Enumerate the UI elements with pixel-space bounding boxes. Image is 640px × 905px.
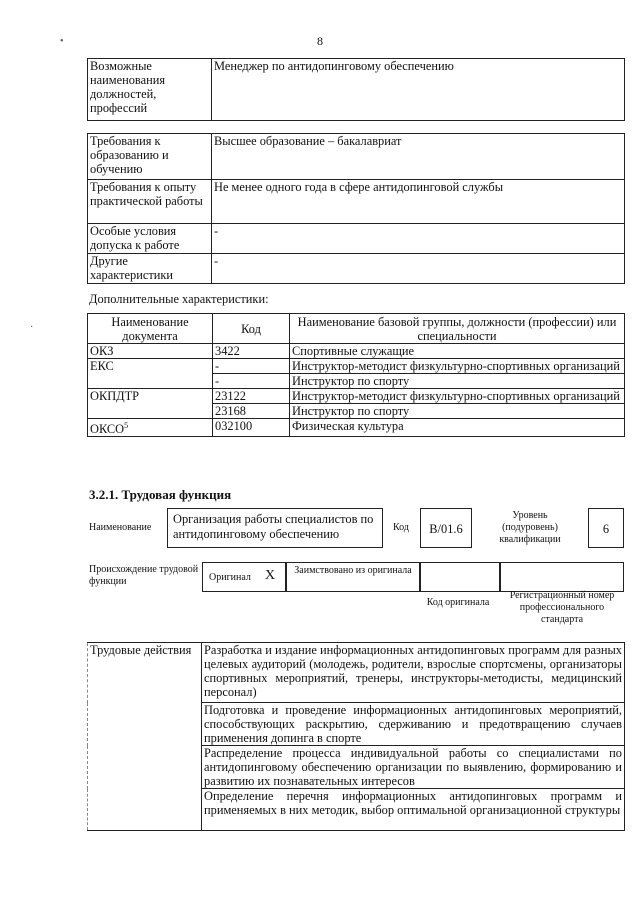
header-name: Наименование базовой группы, должности (профессии) или специальности <box>290 314 625 344</box>
education-label: Требования к образованию и обучению <box>88 134 212 180</box>
action-item: Подготовка и проведение информационных антидопинговых мероприятий, способствующих раскрытию, сдерживанию и предотвращению случаев применения допинга в спорте <box>202 703 625 746</box>
education-value: Высшее образование – бакалавриат <box>212 134 625 180</box>
job-titles-label: Возможные наименования должностей, профессий <box>88 59 212 121</box>
experience-label: Требования к опыту практической работы <box>88 180 212 224</box>
table-row: - Инструктор по спорту <box>88 374 625 389</box>
table-row: ОКЗ 3422 Спортивные служащие <box>88 344 625 359</box>
header-doc: Наименование документа <box>88 314 213 344</box>
function-name: Организация работы специалистов по антидопинговому обеспечению <box>167 508 383 548</box>
name-label: Наименование <box>89 522 152 533</box>
orig-code-box <box>420 562 500 592</box>
requirements-table <box>87 133 625 284</box>
reg-number-label: Регистрационный номер профессионального стандарта <box>509 590 615 625</box>
actions-label: Трудовые действия <box>88 643 202 831</box>
section-title: 3.2.1. Трудовая функция <box>89 487 232 502</box>
conditions-value: - <box>212 224 625 254</box>
action-item: Распределение процесса индивидуальной работы со специалистами по антидопинговому обеспечению организации по выявлению, формированию и развитию их познавательных интересов <box>202 746 625 789</box>
level-value: 6 <box>588 508 624 548</box>
borrowed-label: Заимствовано из оригинала <box>294 565 412 576</box>
function-code: B/01.6 <box>420 508 472 548</box>
extra-title: Дополнительные характеристики: <box>89 292 269 306</box>
extra-characteristics-table <box>87 313 625 437</box>
table-row: ОКПДТР 23122 Инструктор-методист физкультурно-спортивных организаций <box>88 389 625 404</box>
action-item: Определение перечня информационных антидопинговых программ и применяемых в них методик, выбор оптимальной организационной структуры <box>202 789 625 831</box>
reg-number-box <box>500 562 624 592</box>
original-mark: X <box>265 568 276 583</box>
origin-label: Происхождение трудовой функции <box>89 564 199 587</box>
page-number: 8 <box>317 34 323 48</box>
code-label: Код <box>393 522 409 533</box>
scan-dot: • <box>60 36 64 47</box>
table-row: ОКСО$^5$ 032100 Физическая культура <box>88 419 625 437</box>
action-item: Разработка и издание информационных антидопинговых программ для разных целевых аудиторий (молодежь, родители, взрослые спортсмены, организаторы спортивных мероприятий, тренеры, инструкторы-методисты, медицинский персонал) <box>202 643 625 703</box>
level-label: Уровень (подуровень) квалификации <box>499 510 561 545</box>
header-code: Код <box>213 314 290 344</box>
experience-value: Не менее одного года в сфере антидопинговой службы <box>212 180 625 224</box>
conditions-label: Особые условия допуска к работе <box>88 224 212 254</box>
table-row: ЕКС - Инструктор-методист физкультурно-спортивных организаций <box>88 359 625 374</box>
other-value: - <box>212 254 625 284</box>
labor-actions-table <box>87 642 625 831</box>
scan-dot-2: · <box>30 322 34 333</box>
original-label: Оригинал <box>209 572 251 583</box>
job-titles-value: Менеджер по антидопинговому обеспечению <box>212 59 625 121</box>
job-titles-table <box>87 58 625 121</box>
orig-code-label: Код оригинала <box>426 597 490 608</box>
table-row: 23168 Инструктор по спорту <box>88 404 625 419</box>
other-label: Другие характеристики <box>88 254 212 284</box>
